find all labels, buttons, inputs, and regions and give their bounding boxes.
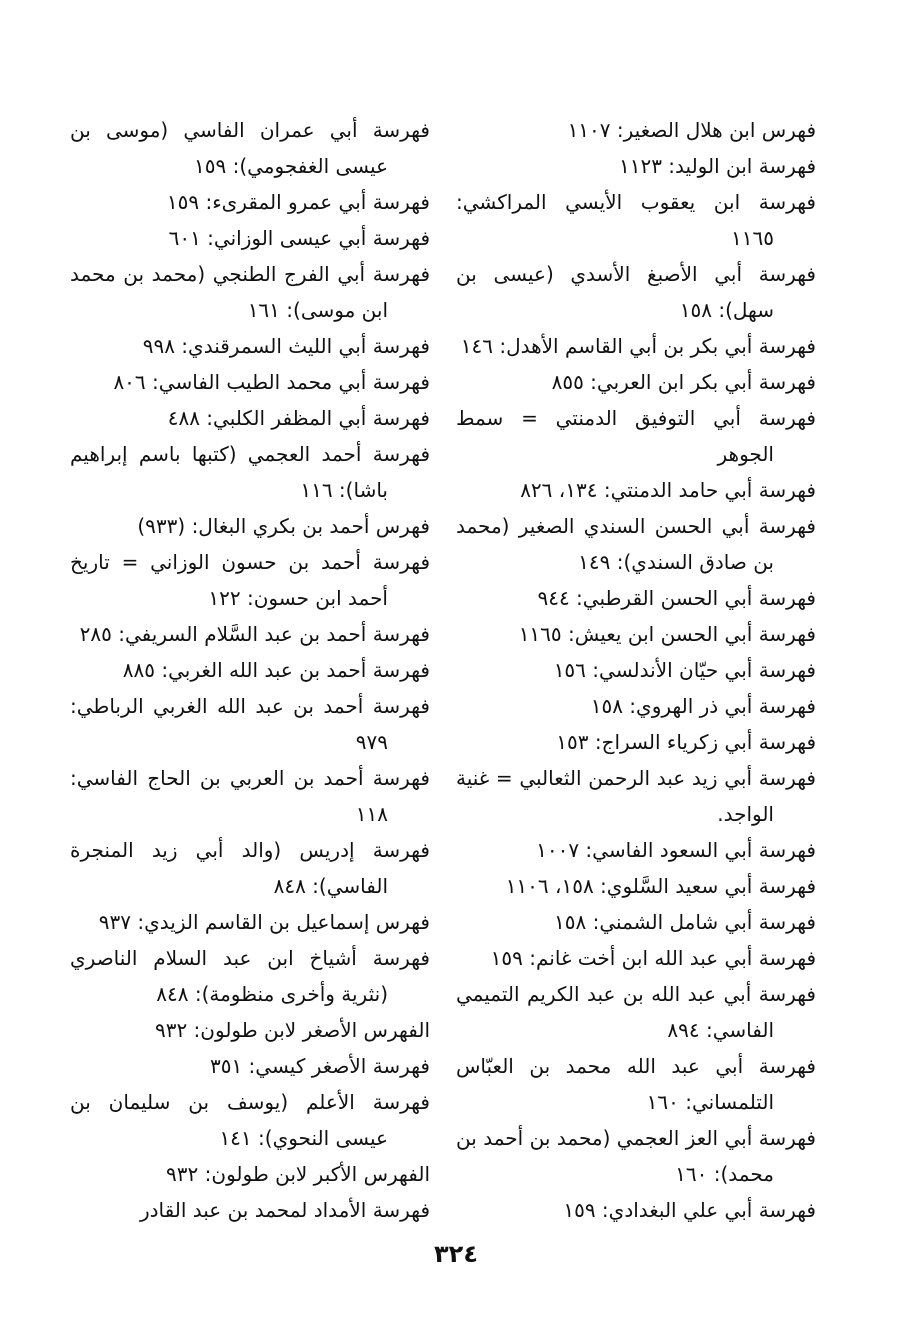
index-entry: فهرسة أشياخ ابن عبد السلام الناصري (نثرية وأخرى منظومة): ٨٤٨: [70, 946, 430, 1006]
index-entry: فهرسة أحمد بن عبد السَّلام السريفي: ٢٨٥: [79, 622, 430, 646]
index-entry: فهرسة أبي عمرو المقرىء: ١٥٩: [166, 190, 430, 214]
index-entry: فهرسة أحمد بن عبد الله الغربي الرباطي: ٩٧٩: [70, 694, 430, 754]
index-entry: فهرسة أحمد بن العربي بن الحاج الفاسي: ١١٨: [70, 766, 430, 826]
index-entry: فهرسة ابن يعقوب الأيسي المراكشي: ١١٦٥: [456, 190, 816, 250]
index-entry: فهرسة أبي بكر ابن العربي: ٨٥٥: [551, 370, 816, 394]
index-column-left: [70, 112, 430, 1228]
index-entry: فهرسة أبي بكر بن أبي القاسم الأهدل: ١٤٦: [460, 334, 816, 358]
index-entry: فهرس إسماعيل بن القاسم الزيدي: ٩٣٧: [98, 910, 430, 934]
index-entry: فهرس ابن هلال الصغير: ١١٠٧: [567, 118, 816, 142]
index-entry: فهرسة أبي الحسن السندي الصغير (محمد بن صادق السندي): ١٤٩: [456, 514, 816, 574]
index-entry: فهرسة أبي زكرياء السراج: ١٥٣: [556, 730, 816, 754]
index-entry: فهرسة أبي التوفيق الدمنتي = سمط الجوهر: [456, 406, 816, 466]
index-entry: فهرسة أبي شامل الشمني: ١٥٨: [554, 910, 816, 934]
index-entry: فهرسة أبي علي البغدادي: ١٥٩: [563, 1198, 816, 1222]
index-entry: فهرسة أبي عيسى الوزاني: ٦٠١: [168, 226, 430, 250]
index-entry: فهرسة أحمد بن حسون الوزاني = تاريخ أحمد ابن حسون: ١٢٢: [70, 550, 430, 610]
index-entry: فهرسة أبي سعيد السَّلوي: ١٥٨، ١١٠٦: [505, 874, 816, 898]
index-entry: فهرسة أبي عبد الله بن عبد الكريم التميمي الفاسي: ٨٩٤: [456, 982, 816, 1042]
index-entry: فهرسة الأمداد لمحمد بن عبد القادر: [139, 1198, 430, 1222]
index-entry: فهرسة أحمد العجمي (كتبها باسم إبراهيم باشا): ١١٦: [70, 442, 430, 502]
index-entry: فهرسة الأعلم (يوسف بن سليمان بن عيسى النحوي): ١٤١: [70, 1090, 430, 1150]
index-entry: فهرسة أبي الفرج الطنجي (محمد بن محمد ابن موسى): ١٦١: [70, 262, 430, 322]
index-entry: فهرس أحمد بن بكري البغال: (٩٣٣): [137, 514, 430, 538]
index-entry: فهرسة أبي الحسن ابن يعيش: ١١٦٥: [518, 622, 816, 646]
index-entry: فهرسة أحمد بن عبد الله الغربي: ٨٨٥: [122, 658, 430, 682]
index-entry: فهرسة أبي حيّان الأندلسي: ١٥٦: [553, 658, 816, 682]
index-entry: فهرسة أبي عمران الفاسي (موسى بن عيسى الغفجومي): ١٥٩: [70, 118, 430, 178]
index-column-right: [456, 112, 816, 1228]
index-entry: فهرسة أبي الليث السمرقندي: ٩٩٨: [142, 334, 430, 358]
index-entry: فهرسة أبي عبد الله محمد بن العبّاس التلمساني: ١٦٠: [456, 1054, 816, 1114]
index-entry: فهرسة أبي عبد الله ابن أخت غانم: ١٥٩: [490, 946, 816, 970]
page-number: ٣٢٤: [434, 1240, 478, 1268]
index-entry: فهرسة الأصغر كيسي: ٣٥١: [209, 1054, 430, 1078]
index-entry: فهرسة أبي المظفر الكلبي: ٤٨٨: [167, 406, 430, 430]
index-entry: فهرسة إدريس (والد أبي زيد المنجرة الفاسي): ٨٤٨: [70, 838, 430, 898]
index-entry: فهرسة أبي السعود الفاسي: ١٠٠٧: [536, 838, 816, 862]
index-entry: فهرسة ابن الوليد: ١١٢٣: [618, 154, 816, 178]
index-entry: الفهرس الأكبر لابن طولون: ٩٣٢: [166, 1162, 430, 1186]
index-entry: فهرسة أبي الحسن القرطبي: ٩٤٤: [537, 586, 816, 610]
index-entry: الفهرس الأصغر لابن طولون: ٩٣٢: [154, 1018, 430, 1042]
index-entry: فهرسة أبي محمد الطيب الفاسي: ٨٠٦: [113, 370, 430, 394]
index-entry: فهرسة أبي الأصبغ الأسدي (عيسى بن سهل): ١٥٨: [456, 262, 816, 322]
index-entry: فهرسة أبي حامد الدمنتي: ١٣٤، ٨٢٦: [520, 478, 816, 502]
index-entry: فهرسة أبي ذر الهروي: ١٥٨: [590, 694, 816, 718]
index-entry: فهرسة أبي العز العجمي (محمد بن أحمد بن محمد): ١٦٠: [456, 1126, 816, 1186]
index-entry: فهرسة أبي زيد عبد الرحمن الثعالبي = غنية الواجد.: [456, 766, 816, 826]
